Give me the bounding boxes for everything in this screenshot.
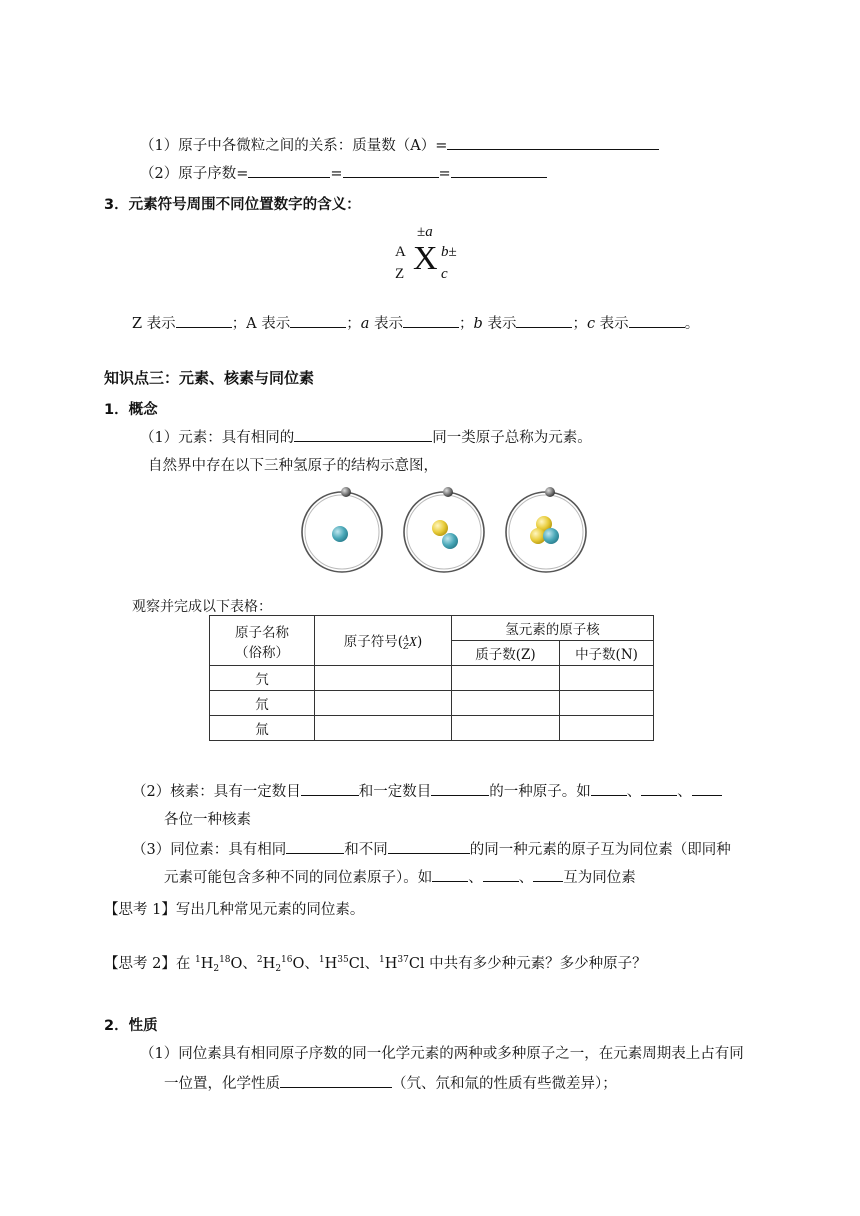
symbol-c-label: c xyxy=(441,266,448,282)
symbol-cell[interactable] xyxy=(315,666,452,691)
answer-blank[interactable] xyxy=(447,135,659,150)
hydrogen-atoms-figure xyxy=(298,484,588,576)
equals-sign: = xyxy=(330,166,343,182)
separator: 、 xyxy=(626,784,642,800)
var-a-label: 表示 xyxy=(369,316,404,332)
proton-cell[interactable] xyxy=(452,666,560,691)
nature-intro: 自然界中存在以下三种氢原子的结构示意图， xyxy=(148,458,438,474)
answer-blank[interactable] xyxy=(483,867,519,882)
col-atom-symbol-header: 原子符号(A ZX) xyxy=(315,616,452,666)
nuclide-label-2: 和一定数目 xyxy=(358,784,432,800)
proton-cell[interactable] xyxy=(452,691,560,716)
element-symbol-diagram xyxy=(395,222,485,292)
answer-blank[interactable] xyxy=(176,313,232,328)
concept-heading: 1．概念 xyxy=(104,402,158,418)
symbol-cell[interactable] xyxy=(315,691,452,716)
header-text: ) xyxy=(417,634,423,651)
proton xyxy=(442,533,458,549)
var-a: a xyxy=(360,316,370,332)
atomic-number-line xyxy=(140,162,547,183)
answer-blank[interactable] xyxy=(301,781,359,796)
isotope-label-3: 的同一种元素的原子互为同位素（即同种 xyxy=(469,842,731,858)
answer-blank[interactable] xyxy=(294,427,432,442)
table-intro: 观察并完成以下表格： xyxy=(132,599,272,615)
neutron-cell[interactable] xyxy=(560,691,654,716)
nuclide-definition xyxy=(132,780,722,801)
electron xyxy=(341,487,351,497)
equals-sign: = xyxy=(438,166,451,182)
answer-blank[interactable] xyxy=(388,839,470,854)
var-c-label: 表示 xyxy=(595,316,629,332)
header-text: （俗称） xyxy=(235,644,289,661)
nuclide-label-3: 的一种原子。如 xyxy=(489,784,591,800)
relation-label: （1）原子中各微粒之间的关系：质量数（A）= xyxy=(140,138,448,154)
neutron xyxy=(432,520,448,536)
electron xyxy=(545,487,555,497)
electron xyxy=(443,487,453,497)
a-meaning-label: ；A 表示 xyxy=(231,316,291,332)
symbol-element-x: X xyxy=(413,240,438,277)
row-name-cell: 氕 xyxy=(210,666,315,691)
answer-blank[interactable] xyxy=(516,313,572,328)
symbol-cell[interactable] xyxy=(315,716,452,741)
table-row xyxy=(210,691,654,716)
isotope-cont-end: 互为同位素 xyxy=(563,870,636,886)
isotope-label: （3）同位素：具有相同 xyxy=(132,842,287,858)
kp3-title: 知识点三：元素、核素与同位素 xyxy=(104,369,315,387)
section3-heading: 3．元素符号周围不同位置数字的含义： xyxy=(104,197,361,213)
separator: 、 xyxy=(468,870,483,886)
var-b-label: 表示 xyxy=(482,316,517,332)
isotope-label-2: 和不同 xyxy=(344,842,388,858)
think2-prefix: 【思考 2】在 xyxy=(104,956,195,972)
isotope-definition xyxy=(132,838,731,859)
proton xyxy=(543,528,559,544)
proton xyxy=(332,526,348,542)
answer-blank[interactable] xyxy=(629,313,685,328)
molecule-formulas: $^1H_2^{18}O$、$^2H_2^{16}O$、$^1H^{35}Cl$、$^1H^{37}Cl$ xyxy=(194,955,425,974)
answer-blank[interactable] xyxy=(248,163,330,178)
protium-atom xyxy=(302,487,382,572)
header-text: 原子符号( xyxy=(343,634,403,651)
tritium-atom xyxy=(506,487,586,572)
relation-line xyxy=(140,134,659,155)
nuclide-continuation: 各位一种核素 xyxy=(164,812,251,828)
period: 。 xyxy=(684,316,700,332)
separator: 、 xyxy=(518,870,534,886)
symbol-b-label: b± xyxy=(441,244,457,260)
row-name-cell: 氘 xyxy=(210,691,315,716)
property-label: 一位置，化学性质 xyxy=(164,1076,280,1092)
answer-blank[interactable] xyxy=(692,781,722,796)
symbol-mass-number: A xyxy=(395,244,406,260)
var-c: c xyxy=(586,316,596,332)
think2-suffix: 中共有多少种元素？多少种原子？ xyxy=(424,956,647,972)
answer-blank[interactable] xyxy=(591,781,627,796)
answer-blank[interactable] xyxy=(432,867,468,882)
separator: 、 xyxy=(677,784,692,800)
header-text: 中子数(N) xyxy=(575,647,638,663)
think-question-2 xyxy=(104,952,647,974)
table-row xyxy=(210,716,654,741)
property-line-1: （1）同位素具有相同原子序数的同一化学元素的两种或多种原子之一，在元素周期表上占有同 xyxy=(140,1046,744,1062)
neutron-cell[interactable] xyxy=(560,666,654,691)
property-end: （氕、氘和氚的性质有些微差异）； xyxy=(392,1076,617,1092)
col-atom-name-header xyxy=(210,616,315,666)
table-row xyxy=(210,666,654,691)
symbol-script: A Z xyxy=(402,633,409,651)
isotope-continuation xyxy=(164,866,636,887)
header-text: 原子名称 xyxy=(235,624,289,641)
neutron-count-header xyxy=(560,641,654,666)
symbol-charge-label: ±a xyxy=(417,224,433,240)
element-def-end: 同一类原子总称为元素。 xyxy=(432,430,592,446)
element-definition xyxy=(140,426,592,447)
proton-count-header xyxy=(452,641,560,666)
atomic-number-label: （2）原子序数= xyxy=(140,166,249,182)
element-def-label: （1）元素：具有相同的 xyxy=(140,430,295,446)
answer-blank[interactable] xyxy=(431,781,489,796)
var-b: b xyxy=(473,316,483,332)
answer-blank[interactable] xyxy=(343,163,439,178)
answer-blank[interactable] xyxy=(280,1073,392,1088)
property-line-2 xyxy=(164,1072,617,1093)
proton-cell[interactable] xyxy=(452,716,560,741)
hydrogen-isotope-table xyxy=(209,615,654,741)
symbol-meaning-line: Z 表示 ；A 表示 ；a 表示 ；b 表示 ；c 表示 。 xyxy=(132,312,699,333)
answer-blank[interactable] xyxy=(533,867,563,882)
answer-blank[interactable] xyxy=(290,313,346,328)
nucleus-group-header: 氢元素的原子核 xyxy=(452,616,654,641)
row-name-cell: 氚 xyxy=(210,716,315,741)
isotope-cont-label: 元素可能包含多种不同的同位素原子）。如 xyxy=(164,870,433,886)
think-question-1: 【思考 1】写出几种常见元素的同位素。 xyxy=(104,902,365,918)
answer-blank[interactable] xyxy=(286,839,344,854)
nuclide-label: （2）核素：具有一定数目 xyxy=(132,784,301,800)
z-meaning-label: Z 表示 xyxy=(132,316,176,332)
answer-blank[interactable] xyxy=(403,313,459,328)
answer-blank[interactable] xyxy=(641,781,677,796)
deuterium-atom xyxy=(404,487,484,572)
symbol-atomic-number: Z xyxy=(395,266,405,282)
answer-blank[interactable] xyxy=(451,163,547,178)
property-heading: 2．性质 xyxy=(104,1018,158,1034)
neutron-cell[interactable] xyxy=(560,716,654,741)
header-text: 质子数(Z) xyxy=(475,647,536,663)
